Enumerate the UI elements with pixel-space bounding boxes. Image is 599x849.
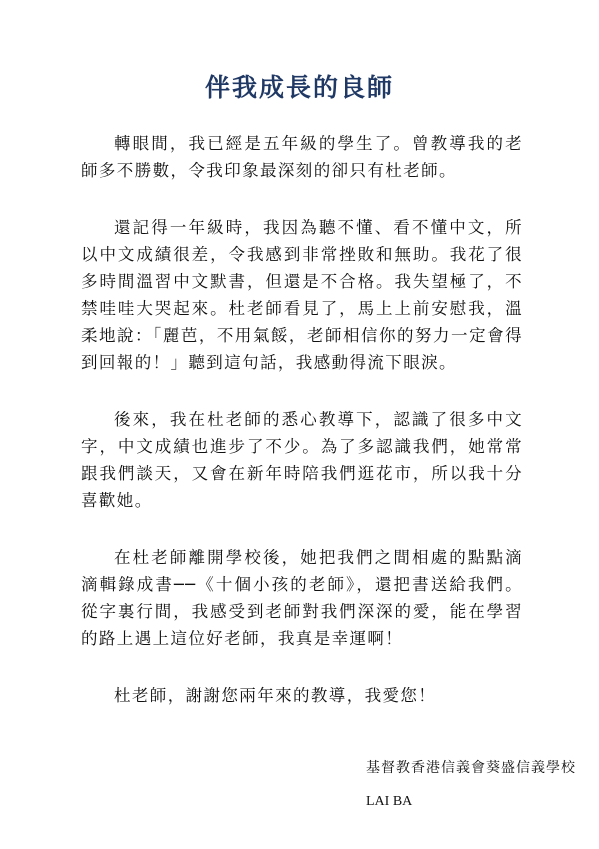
- essay-paragraph-2: 還記得一年級時，我因為聽不懂、看不懂中文，所以中文成績很差，令我感到非常挫敗和無助。我花了很多時間溫習中文默書，但還是不合格。我失望極了，不禁哇哇大哭起來。杜老師看見了，馬上上前安慰我，溫柔地說：「麗芭，不用氣餒，老師相信你的努力一定會得到回報的！」聽到這句話，我感動得流下眼淚。: [81, 218, 523, 372]
- essay-paragraph-5: 杜老師，謝謝您兩年來的教導，我愛您！: [114, 686, 437, 705]
- page-title: 伴我成長的良師: [204, 73, 394, 102]
- essay-body: [81, 130, 523, 739]
- essay-paragraph-3: 後來，我在杜老師的悉心教導下，認識了很多中文字，中文成績也進步了不少。為了多認識我們，她常常跟我們談天，又會在新年時陪我們逛花市，所以我十分喜歡她。: [81, 410, 523, 510]
- author-name: LAI BA: [366, 794, 413, 809]
- school-name: 基督教香港信義會葵盛信義學校: [366, 760, 576, 776]
- signature-block: [366, 757, 596, 813]
- essay-paragraph-4: 在杜老師離開學校後，她把我們之間相處的點點滴滴輯錄成書──《十個小孩的老師》，還把書送給我們。從字裏行間，我感受到老師對我們深深的愛，能在學習的路上遇上這位好老師，我真是幸運啊！: [81, 548, 523, 648]
- essay-paragraph-1: 轉眼間，我已經是五年級的學生了。曾教導我的老師多不勝數，令我印象最深刻的卻只有杜老師。: [81, 134, 523, 180]
